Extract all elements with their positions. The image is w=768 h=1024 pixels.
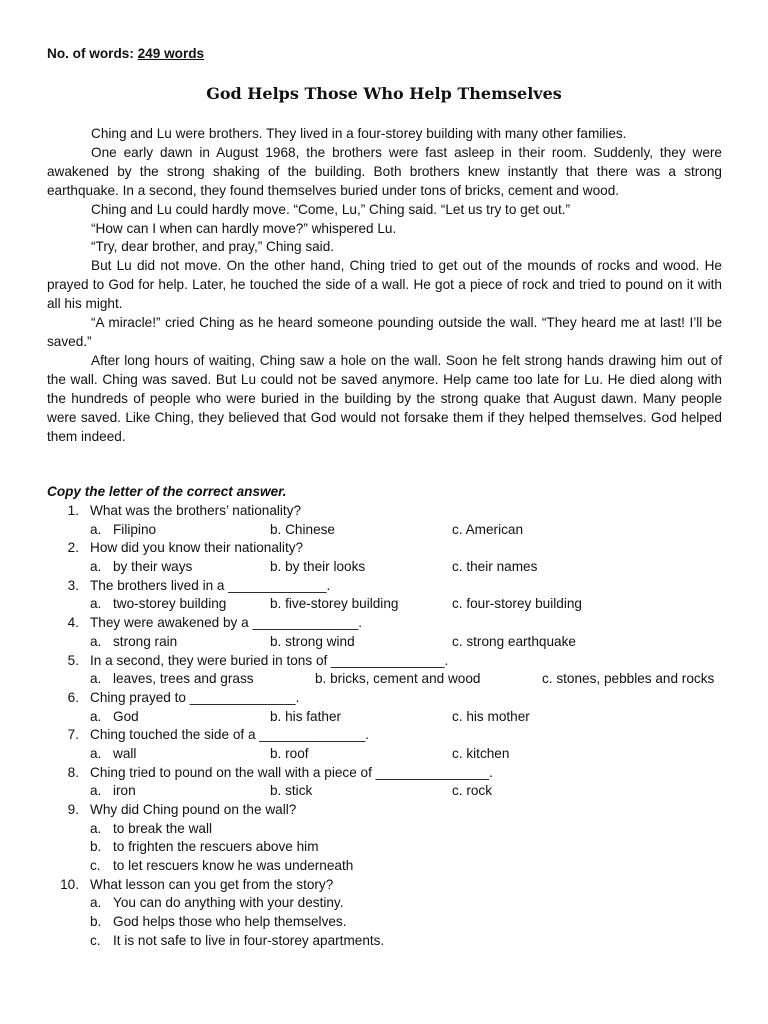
quiz-instruction: Copy the letter of the correct answer. (47, 484, 287, 499)
option-c: c. kitchen (452, 745, 510, 761)
question (47, 726, 737, 745)
answer-options (47, 558, 737, 577)
option-c: c. strong earthquake (452, 633, 576, 649)
story-paragraph: Ching and Lu were brothers. They lived in a four-storey building with many other families. (91, 126, 627, 141)
question-text: Why did Ching pound on the wall? (90, 802, 297, 817)
option-letter: b. (90, 914, 102, 930)
option-text: to break the wall (113, 820, 212, 836)
word-count-label: No. of words: (47, 46, 134, 61)
story-text (47, 125, 722, 446)
option-c: c. four-storey building (452, 596, 582, 612)
option-c: c. American (452, 521, 524, 537)
option-text: It is not safe to live in four-storey apartments. (113, 932, 385, 948)
answer-option (47, 932, 737, 951)
option-text: You can do anything with your destiny. (113, 895, 344, 911)
option-letter: a. (90, 521, 102, 537)
option-b: b. Chinese (270, 521, 335, 537)
option-b: b. by their looks (270, 559, 366, 575)
option-letter: b. (90, 839, 102, 855)
option-a: Filipino (113, 521, 157, 537)
answer-options (47, 595, 737, 614)
answer-options (47, 782, 737, 801)
option-a: strong rain (113, 633, 178, 649)
option-a: iron (113, 783, 136, 799)
option-text: to let rescuers know he was underneath (113, 858, 354, 874)
question-number: 8. (67, 764, 79, 780)
option-a: two-storey building (113, 596, 227, 612)
answer-options (47, 521, 737, 540)
story-paragraph: “How can I when can hardly move?” whispered Lu. (91, 220, 397, 236)
question (47, 876, 737, 895)
question (47, 614, 737, 633)
answer-options (47, 633, 737, 652)
answer-option (47, 894, 737, 913)
answer-options (47, 708, 737, 727)
answer-options (47, 670, 737, 689)
question-number: 1. (67, 503, 79, 518)
option-a: leaves, trees and grass (113, 671, 254, 687)
question-text: What lesson can you get from the story? (90, 876, 334, 892)
question (47, 577, 737, 596)
question-list (47, 502, 737, 951)
story-paragraph: One early dawn in August 1968, the brothers were fast asleep in their room. Suddenly, they were awakened by the strong shaking of the building. Both brothers knew instantly that there was a strong earthquake. In a second, they found themselves buried under tons of bricks, cement and wood. (47, 144, 722, 198)
question-text: What was the brothers’ nationality? (90, 503, 302, 518)
word-count (47, 46, 204, 61)
option-text: to frighten the rescuers above him (113, 839, 319, 855)
answer-options (47, 745, 737, 764)
question (47, 539, 737, 558)
question-text: The brothers lived in a _____________. (90, 577, 331, 593)
option-letter: a. (90, 596, 102, 612)
question-text: How did you know their nationality? (90, 540, 304, 556)
option-letter: c. (90, 932, 101, 948)
option-b: b. strong wind (270, 633, 355, 649)
story-title: God Helps Those Who Help Themselves (206, 84, 562, 103)
story-paragraph: But Lu did not move. On the other hand, Ching tried to get out of the mounds of rocks and wood. He prayed to God for help. Later, he touched the side of a wall. He got a piece of rock and tried to pound on it with all his might. (47, 258, 722, 312)
question-text: In a second, they were buried in tons of _______________. (90, 652, 449, 668)
option-a: God (113, 708, 139, 724)
option-c: c. stones, pebbles and rocks (542, 671, 715, 687)
answer-option (47, 838, 737, 857)
story-paragraph: “Try, dear brother, and pray,” Ching said. (91, 239, 335, 255)
option-letter: a. (90, 745, 102, 761)
question-number: 4. (67, 615, 79, 631)
question-number: 2. (67, 540, 79, 556)
question-number: 3. (67, 577, 79, 593)
word-count-value: 249 words (137, 46, 205, 61)
question-text: Ching tried to pound on the wall with a piece of _______________. (90, 764, 493, 780)
question-text: Ching touched the side of a ______________. (90, 727, 369, 743)
question (47, 764, 737, 783)
option-c: c. rock (452, 783, 493, 799)
question-number: 7. (67, 727, 79, 743)
option-c: c. his mother (452, 708, 530, 724)
story-paragraph: “A miracle!” cried Ching as he heard someone pounding outside the wall. “They heard me at last! I’ll be saved.” (47, 315, 722, 349)
question-text: They were awakened by a ______________. (90, 615, 363, 631)
option-letter: a. (90, 783, 102, 799)
story-paragraph: Ching and Lu could hardly move. “Come, Lu,” Ching said. “Let us try to get out.” (91, 201, 571, 217)
option-b: b. bricks, cement and wood (315, 671, 481, 687)
question (47, 689, 737, 708)
question-number: 5. (67, 652, 79, 668)
option-a: wall (113, 745, 137, 761)
option-c: c. their names (452, 559, 538, 575)
option-b: b. his father (270, 708, 342, 724)
option-letter: a. (90, 633, 102, 649)
question (47, 502, 737, 521)
option-letter: a. (90, 820, 102, 836)
answer-option (47, 913, 737, 932)
question (47, 801, 737, 820)
answer-option (47, 820, 737, 839)
question-number: 6. (67, 689, 79, 705)
question-number: 10. (60, 876, 79, 892)
question-text: Ching prayed to ______________. (90, 689, 300, 705)
option-letter: c. (90, 858, 101, 874)
option-b: b. five-storey building (270, 596, 399, 612)
option-text: God helps those who help themselves. (113, 914, 347, 930)
option-b: b. roof (270, 745, 309, 761)
story-paragraph: After long hours of waiting, Ching saw a hole on the wall. Soon he felt strong hands drawing him out of the wall. Ching was saved. But Lu could not be saved anymore. Help came too late for Lu. He died along with the hundreds of people who were buried in the building by the strong quake that August dawn. Many people were saved. Like Ching, they believed that God would not forsake them if they helped themselves. God helped them indeed. (47, 352, 722, 444)
option-letter: a. (90, 559, 102, 575)
option-letter: a. (90, 708, 102, 724)
option-letter: a. (90, 895, 102, 911)
answer-option (47, 857, 737, 876)
question-number: 9. (67, 802, 79, 817)
question (47, 652, 737, 671)
option-letter: a. (90, 671, 102, 687)
option-a: by their ways (113, 559, 193, 575)
option-b: b. stick (270, 783, 313, 799)
